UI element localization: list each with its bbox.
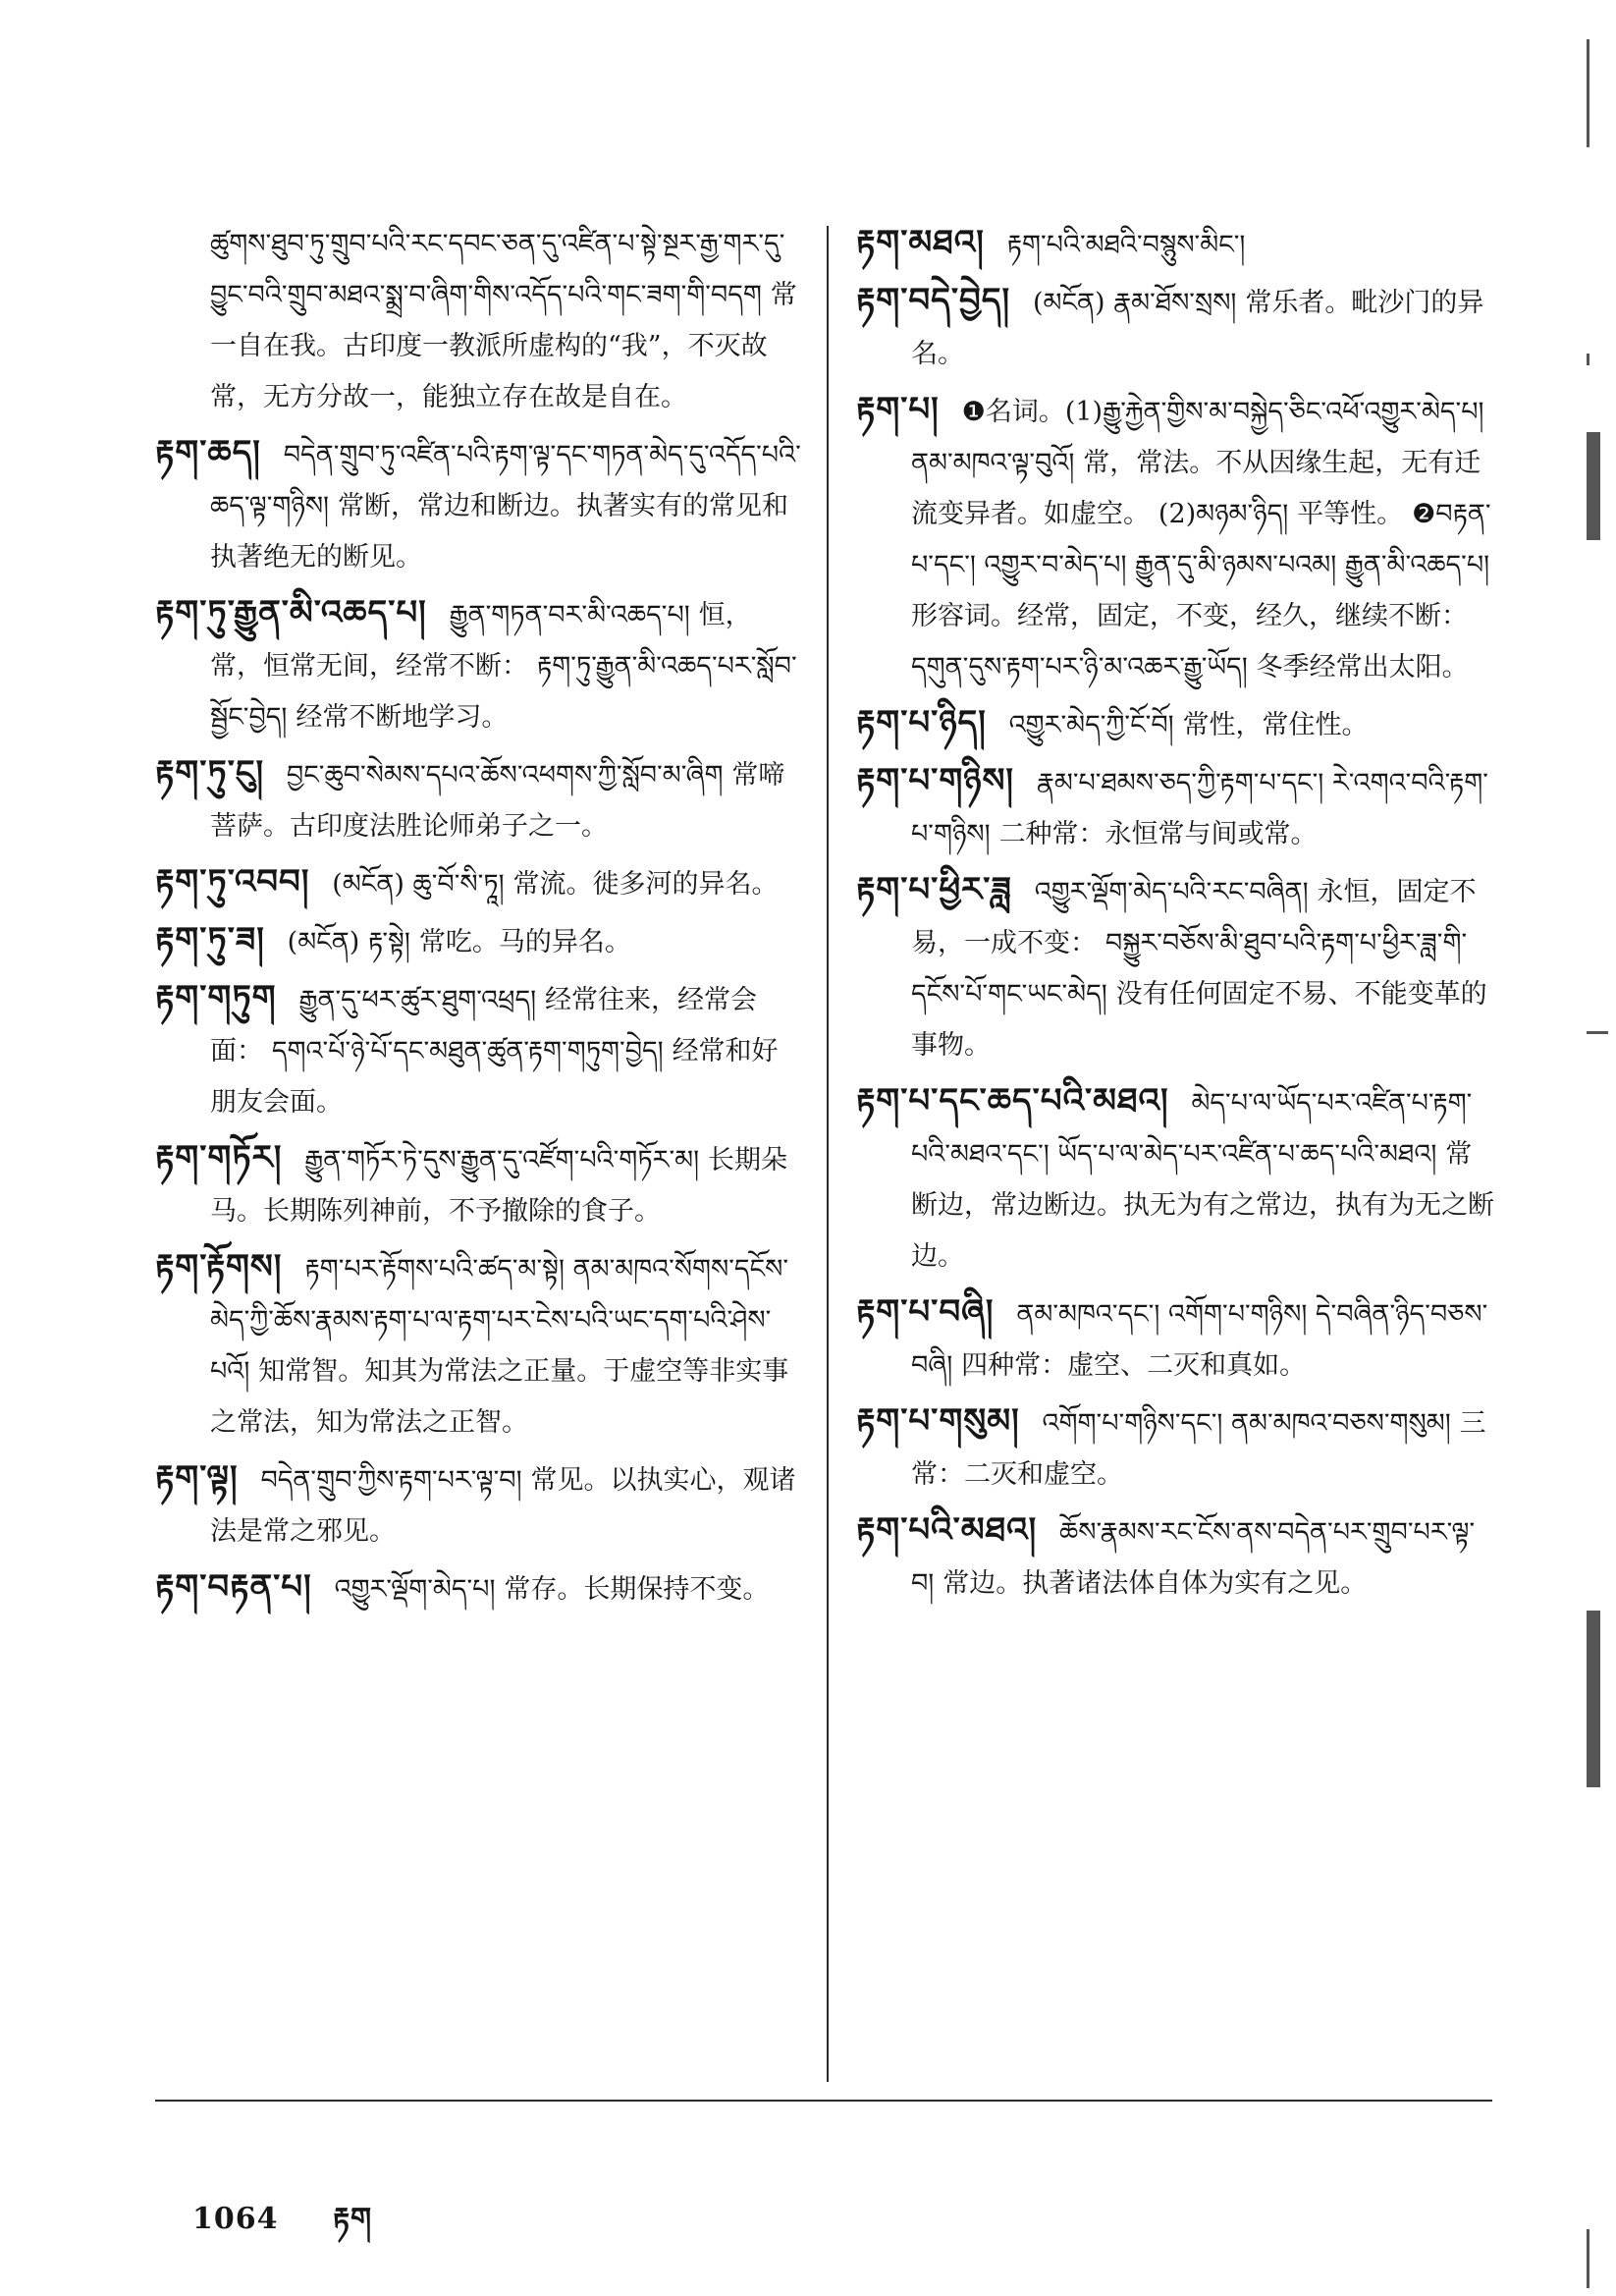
entry-tibetan-definition: བདེན་གྲུབ་ཏུ་འཛིན་པའི་རྟག་ལྟ་དང་གཏན་མེད་དུ་འདོད་པའི་ཆད་ལྟ་གཉིས།	[210, 440, 801, 521]
entry-chinese-definition: 常吃。马的异名。	[418, 927, 631, 957]
entry-chinese-example: 没有任何固定不易、不能变革的事物。	[911, 979, 1487, 1061]
entry-tibetan-definition: (མངོན) ཆུ་བོ་སི་ཏཱ།	[332, 869, 505, 900]
entry-chinese-example: 平等性。	[1297, 499, 1404, 529]
entry-tibetan-definition-2: ❷བརྟན་པ་དང་། འགྱུར་བ་མེད་པ། རྒྱུན་དུ་མི་ཉམས་པའམ། རྒྱུན་མི་འཆད་པ།	[911, 499, 1491, 580]
entry-headword: རྟག་ཏུ་ཟ།	[155, 920, 265, 959]
dictionary-entry	[856, 276, 1494, 379]
page-edge-marks	[1581, 0, 1616, 2296]
entry-headword: རྟག་བདེ་བྱེད།	[856, 281, 1011, 320]
entry-headword: རྟག་པ་ཉིད།	[856, 703, 987, 742]
entry-headword: རྟག་གཏོར།	[155, 1138, 283, 1177]
entry-tibetan-example-2: དགུན་དུས་རྟག་པར་ཉི་མ་འཆར་རྒྱུ་ཡོད།	[911, 652, 1248, 683]
entry-headword: རྟག་པ་གསུམ།	[856, 1401, 1020, 1441]
dictionary-entry	[856, 1076, 1494, 1282]
entry-headword: རྟག་ཏུ་རྒྱུན་མི་འཆད་པ།	[155, 593, 427, 632]
entry-chinese-definition: 常性，常住性。	[1182, 710, 1369, 740]
entry-chinese-example-2: 冬季经常出太阳。	[1256, 652, 1469, 683]
entry-headword: རྟག་ལྟ།	[155, 1458, 239, 1498]
entry-tibetan-definition: ཆོས་རྣམས་རང་ངོས་ནས་བདེན་པར་གྲུབ་པར་ལྟ་བ།	[911, 1517, 1476, 1599]
entry-chinese-definition: 长期朵马。长期陈列神前，不予撤除的食子。	[210, 1145, 788, 1227]
entry-headword: རྟག་པ་བཞི།	[856, 1292, 995, 1332]
dictionary-entry	[856, 1396, 1494, 1500]
entry-headword: རྟག་ཆད།	[155, 433, 261, 472]
entry-tibetan-definition: འགོག་པ་གཉིས་དང་། ནམ་མཁའ་བཅས་གསུམ།	[1042, 1408, 1451, 1439]
entry-tibetan-example: བསྐྱུར་བཅོས་མི་ཐུབ་པའི་རྟག་པ་ཕྱིར་ཟླ་གི་དངོས་པོ་གང་ཡང་མེད།	[911, 928, 1468, 1010]
entry-headword: རྟག་ཏུ་ངུ།	[155, 753, 265, 793]
entry-headword: རྟག་པ་དང་ཆད་པའི་མཐའ།	[856, 1081, 1169, 1121]
entry-headword: རྟག་མཐའ།	[856, 223, 985, 262]
entry-chinese-definition: 三常：二灭和虚空。	[911, 1408, 1486, 1490]
entry-chinese-definition: 二种常：永恒常与间或常。	[998, 819, 1318, 849]
dictionary-entry	[155, 1133, 803, 1236]
entry-tibetan-definition: འགྱུར་མེད་ཀྱི་ངོ་བོ།	[1008, 710, 1174, 740]
entry-chinese-definition: 常一自在我。古印度一教派所虚构的“我”，不灭故常，无方分故一，能独立存在故是自在。	[210, 280, 797, 412]
entry-chinese-definition: 常乐者。毗沙门的异名。	[911, 288, 1484, 369]
dictionary-entry	[155, 588, 803, 742]
entry-tibetan-definition: ❶名词。(1)རྒྱུ་རྐྱེན་གྱིས་མ་བསྐྱེད་ཅིང་འཕོ་འགྱུར་མེད་པ། ནམ་མཁའ་ལྟ་བུའོ།	[911, 397, 1484, 478]
page-footer	[192, 2186, 415, 2269]
entry-tibetan-definition: འགྱུར་ལྡོག་མེད་པའི་རང་བཞིན།	[1034, 877, 1309, 907]
entry-tibetan-definition: འགྱུར་ལྡོག་མེད་པ།	[334, 1574, 496, 1605]
dictionary-entry	[856, 865, 1494, 1070]
dictionary-entry	[155, 857, 803, 909]
entry-headword: རྟག་པ་ཕྱིར་ཟླ	[856, 870, 1012, 909]
left-column	[155, 218, 803, 1620]
dictionary-entry	[155, 1562, 803, 1614]
entry-headword: རྟག་པའི་མཐའ།	[856, 1510, 1038, 1550]
entry-tibetan-definition: རྣམ་པ་ཐམས་ཅད་ཀྱི་རྟག་པ་དང་། རེ་འགའ་བའི་རྟག་པ་གཉིས།	[911, 768, 1488, 849]
entry-tibetan-example: (2)མཉམ་ཉིད།	[1158, 499, 1289, 529]
footer-rule	[155, 2100, 1492, 2102]
dictionary-entry	[856, 698, 1494, 750]
entry-chinese-definition: 永恒，固定不易，一成不变：	[911, 877, 1477, 958]
entry-chinese-definition-2: 形容词。经常，固定，不变，经久，继续不断：	[911, 601, 1468, 631]
column-divider	[827, 226, 829, 2082]
dictionary-entry	[155, 915, 803, 967]
dictionary-entry	[856, 1287, 1494, 1391]
entry-chinese-definition: 常存。长期保持不变。	[504, 1574, 770, 1605]
entry-headword: རྟག་པ་གཉིས།	[856, 761, 1014, 800]
right-column	[856, 218, 1494, 1614]
entry-chinese-definition: 常见。以执实心，观诸法是常之邪见。	[210, 1465, 796, 1547]
entry-chinese-definition: 常边。执著诸法体自体为实有之见。	[943, 1568, 1368, 1599]
entry-tibetan-example: དགའ་པོ་ཉེ་པོ་དང་མཐུན་ཚུན་རྟག་གཏུག་བྱེད།	[271, 1036, 664, 1066]
dictionary-entry	[155, 1453, 803, 1557]
entry-tibetan-definition: ནམ་མཁའ་དང་། འགོག་པ་གཉིས། དེ་བཞིན་ཉིད་བཅས་བཞི།	[911, 1299, 1488, 1381]
entry-chinese-definition: 恒，常，恒常无间，经常不断：	[210, 600, 752, 682]
entry-headword: རྟག་པ།	[856, 390, 940, 429]
entry-chinese-definition: 常啼菩萨。古印度法胜论师弟子之一。	[210, 760, 785, 842]
entry-tibetan-definition: རྒྱུན་གཏན་བར་མི་འཆད་པ།	[449, 600, 690, 630]
entry-tibetan-definition: མེད་པ་ལ་ཡོད་པར་འཛིན་པ་རྟག་པའི་མཐའ་དང་། ཡོད་པ་ལ་མེད་པར་འཛིན་པ་ཆད་པའི་མཐའ།	[911, 1088, 1473, 1170]
entry-chinese-definition: 经常往来，经常会面：	[210, 985, 758, 1066]
entry-tibetan-definition: རྒྱུན་གཏོར་ཏེ་དུས་རྒྱུན་དུ་འཛོག་པའི་གཏོར་མ།	[304, 1145, 700, 1175]
entry-tibetan-definition: (མངོན) རྣམ་ཐོས་སྲས།	[1032, 288, 1237, 318]
dictionary-entry	[155, 428, 803, 582]
dictionary-entry	[856, 385, 1494, 692]
entry-tibetan-definition: རྒྱུན་དུ་ཕར་ཚུར་ཐུག་འཕྲད།	[298, 985, 537, 1015]
entry-tibetan-definition: བདེན་གྲུབ་ཀྱིས་རྟག་པར་ལྟ་བ།	[260, 1465, 522, 1496]
entry-chinese-definition: 常断，常边和断边。执著实有的常见和执著绝无的断见。	[210, 491, 788, 573]
entry-tibetan-example: རྟག་ཏུ་རྒྱུན་མི་འཆད་པར་སློབ་སྦྱོང་བྱེད།	[210, 651, 797, 733]
entry-chinese-definition: 常流。徙多河的异名。	[512, 869, 779, 900]
dictionary-entry	[155, 748, 803, 851]
entry-headword: རྟག་ཏུ་འབབ།	[155, 862, 310, 902]
dictionary-entry	[155, 973, 803, 1127]
page-number: 1064	[192, 2202, 279, 2236]
entry-chinese-definition: 常断边，常边断边。执无为有之常边，执有为无之断边。	[911, 1139, 1494, 1272]
entry-chinese-definition: 常，常法。不从因缘生起，无有迁流变异者。如虚空。	[911, 448, 1481, 529]
running-head: རྟག	[332, 2202, 373, 2236]
dictionary-entry	[856, 1505, 1494, 1609]
entry-chinese-definition: 四种常：虚空、二灭和真如。	[961, 1350, 1307, 1381]
dictionary-entry	[155, 1242, 803, 1448]
entry-tibetan-definition: རྟག་པར་རྟོགས་པའི་ཚད་མ་སྟེ། ནམ་མཁའ་སོགས་དངོས་མེད་ཀྱི་ཆོས་རྣམས་རྟག་པ་ལ་རྟག་པར་ངེས་པའི་ཡང་དག་པའི་ཤེས་པའོ།	[210, 1254, 789, 1387]
entry-chinese-definition: 知常智。知其为常法之正量。于虚空等非实事之常法，知为常法之正智。	[210, 1356, 789, 1438]
dictionary-entry	[155, 218, 803, 422]
entry-headword: རྟག་གཏུག	[155, 978, 277, 1017]
entry-chinese-example: 经常和好朋友会面。	[210, 1036, 779, 1118]
entry-tibetan-definition: ཚུགས་ཐུབ་ཏུ་གྲུབ་པའི་རང་དབང་ཅན་དུ་འཛིན་པ་སྟེ་སྔར་རྒྱ་གར་དུ་བྱུང་བའི་གྲུབ་མཐའ་སྨྲ་བ་ཞིག་གིས་འདོད་པའི་གང་ཟག་གི་བདག	[210, 229, 785, 310]
dictionary-entry	[856, 756, 1494, 859]
entry-headword: རྟག་རྟོགས།	[155, 1247, 283, 1286]
dictionary-entry	[856, 218, 1494, 270]
entry-tibetan-definition: བྱང་ཆུབ་སེམས་དཔའ་ཆོས་འཕགས་ཀྱི་སློབ་མ་ཞིག	[286, 760, 724, 791]
entry-tibetan-definition: (མངོན) རྟ་སྟེ།	[287, 927, 410, 957]
entry-headword: རྟག་བརྟན་པ།	[155, 1567, 312, 1607]
entry-tibetan-definition: རྟག་པའི་མཐའི་བསྙུས་མིང་།	[1006, 230, 1246, 260]
entry-chinese-example: 经常不断地学习。	[296, 702, 509, 733]
